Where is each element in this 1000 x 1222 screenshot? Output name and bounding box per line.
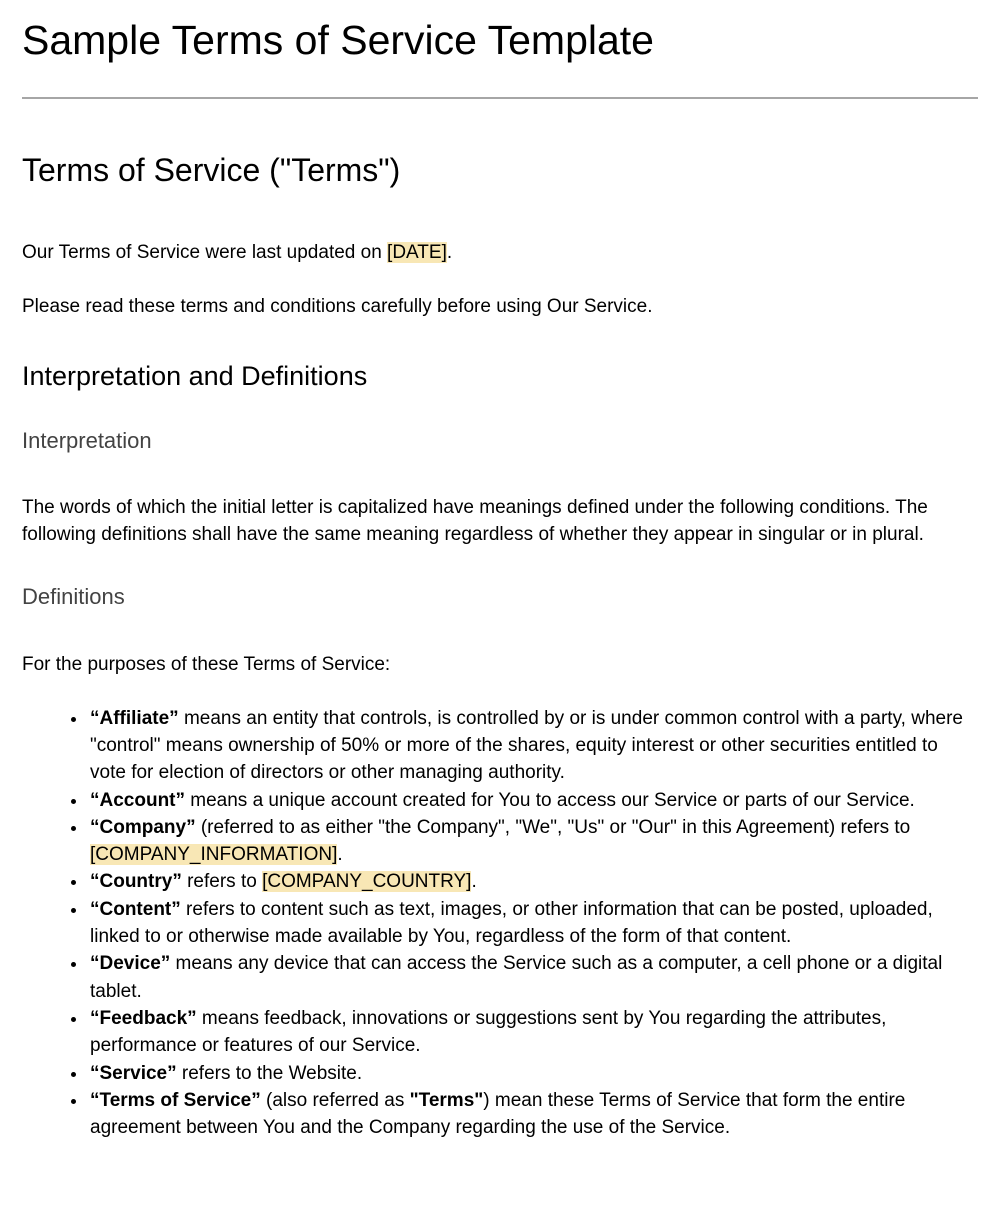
text-segment: . — [446, 241, 453, 263]
text-segment: refers to — [181, 871, 263, 893]
text-segment: The words of which the initial letter is capitalized have meanings defined under the following conditions. The following definitions shall have the same meaning regardless of whether they appear in singular or in plural. — [22, 497, 928, 546]
definition-item-account — [88, 787, 978, 814]
definition-item-terms-of-service — [88, 1087, 978, 1142]
bold-term: “Affiliate” — [90, 707, 179, 729]
document-page — [22, 17, 978, 1141]
placeholder-highlight: [COMPANY_COUNTRY] — [262, 871, 472, 893]
text-segment: refers to the Website. — [176, 1062, 363, 1084]
interpretation-body-paragraph — [22, 494, 978, 548]
bold-term: “Content” — [90, 898, 181, 920]
text-segment: Please read these terms and conditions carefully before using Our Service. — [22, 295, 653, 317]
definition-item-company — [88, 814, 978, 869]
read-carefully-paragraph — [22, 293, 978, 320]
definition-item-service — [88, 1060, 978, 1087]
bold-term: “Service” — [90, 1062, 177, 1084]
bold-term: "Terms" — [409, 1089, 484, 1111]
definition-item-affiliate — [88, 705, 978, 787]
definition-item-feedback — [88, 1005, 978, 1060]
section-heading-interpretation-and-definitions: Interpretation and Definitions — [22, 360, 368, 391]
text-segment: Our Terms of Service were last updated on — [22, 241, 388, 263]
last-updated-paragraph — [22, 239, 978, 266]
text-segment: means a unique account created for You to access our Service or parts of our Service. — [185, 789, 915, 811]
text-segment: . — [337, 844, 343, 866]
text-segment: means any device that can access the Service such as a computer, a cell phone or a digital tablet. — [90, 953, 943, 1002]
subheading-interpretation: Interpretation — [22, 427, 152, 453]
definitions-list — [22, 705, 978, 1142]
text-segment: For the purposes of these Terms of Service: — [22, 653, 391, 675]
text-segment: (also referred as — [260, 1089, 410, 1111]
definition-item-country — [88, 868, 978, 895]
text-segment: . — [471, 871, 477, 893]
subheading-definitions: Definitions — [22, 584, 125, 610]
bold-term: “Device” — [90, 953, 171, 975]
bold-term: “Terms of Service” — [90, 1089, 261, 1111]
bold-term: “Country” — [90, 871, 182, 893]
terms-of-service-heading: Terms of Service ("Terms") — [22, 152, 401, 189]
bold-term: “Account” — [90, 789, 185, 811]
text-segment: (referred to as either "the Company", "We", "Us" or "Our" in this Agreement) refers to — [195, 816, 911, 838]
title-divider — [22, 97, 978, 99]
text-segment: means an entity that controls, is controlled by or is under common control with a party, where "control" means ownership of 50% or more of the shares, equity interest or other securities entitled to vote for election of directors or other managing authority. — [90, 707, 963, 784]
definition-item-content — [88, 896, 978, 951]
placeholder-highlight: [COMPANY_INFORMATION] — [90, 844, 338, 866]
text-segment: refers to content such as text, images, or other information that can be posted, uploaded, linked to or otherwise made available by You, regardless of the form of that content. — [90, 898, 933, 948]
text-segment: ) mean these Terms of Service that form the entire agreement between You and the Company regarding the use of the Service. — [90, 1089, 906, 1139]
definitions-intro-paragraph — [22, 651, 978, 678]
bold-term: “Company” — [90, 816, 196, 838]
bold-term: “Feedback” — [90, 1007, 197, 1029]
page-title: Sample Terms of Service Template — [22, 17, 654, 63]
definition-item-device — [88, 950, 978, 1005]
text-segment: means feedback, innovations or suggestions sent by You regarding the attributes, performance or features of our Service. — [90, 1007, 887, 1057]
placeholder-highlight: [DATE] — [387, 241, 447, 263]
